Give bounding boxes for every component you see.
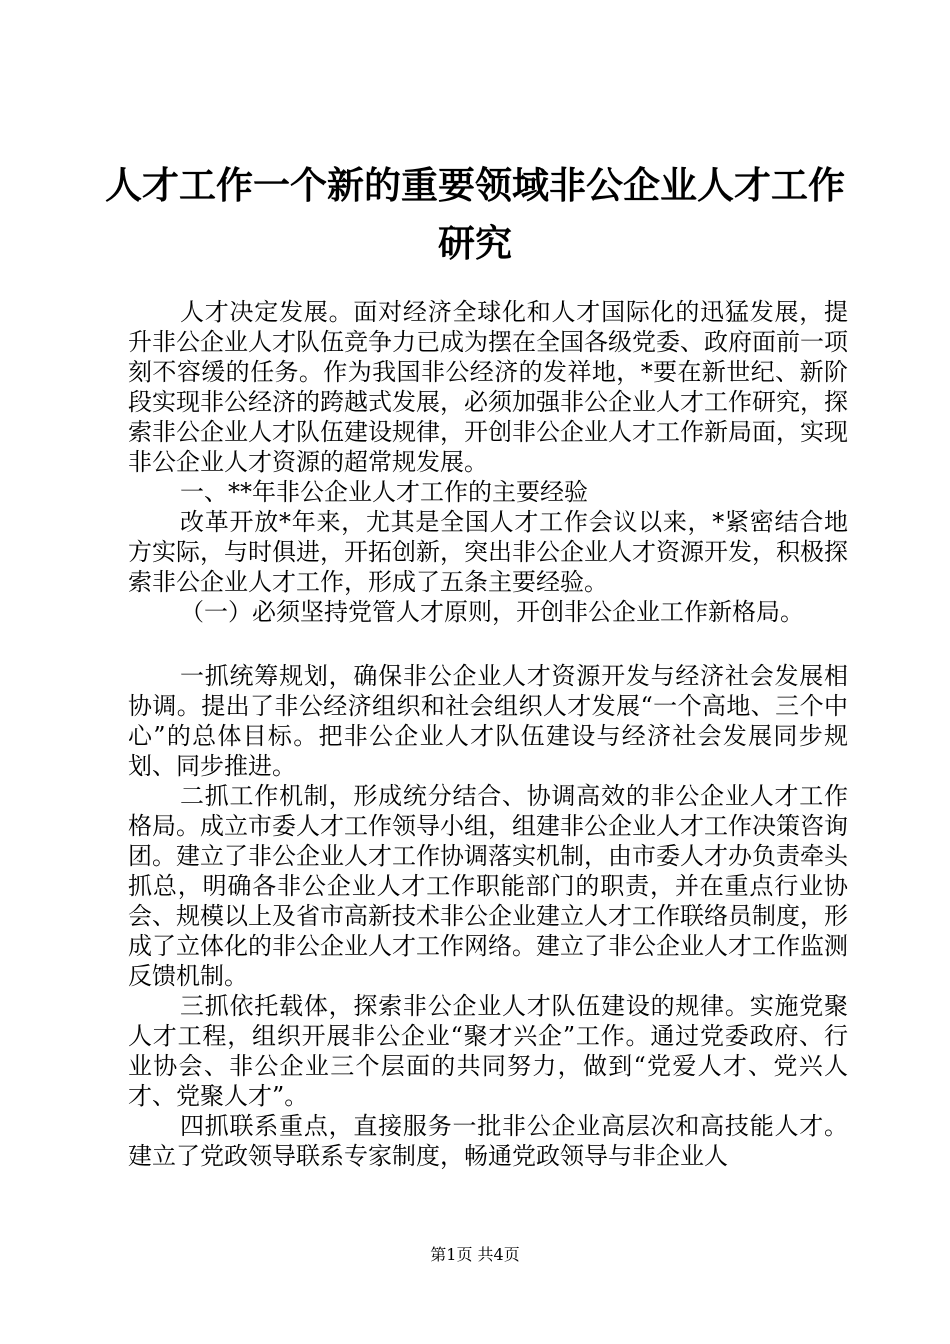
document-body: [128, 297, 848, 1171]
subsection-heading-1: （一）必须坚持党管人才原则，开创非公企业工作新格局。: [180, 598, 804, 626]
paragraph-reform: 改革开放*年来，尤其是全国人才工作会议以来，*紧密结合地方实际，与时俱进，开拓创新，突出非公企业人才资源开发，积极探索非公企业人才工作，形成了五条主要经验。: [128, 508, 848, 596]
document-title-line2: 研究: [438, 222, 512, 265]
page-footer: 第1页 共4页: [430, 1245, 520, 1264]
paragraph-mechanism: 二抓工作机制，形成统分结合、协调高效的非公企业人才工作格局。成立市委人才工作领导小组，组建非公企业人才工作决策咨询团。建立了非公企业人才工作协调落实机制，由市委人才办负责牵头抓总，明确各非公企业人才工作职能部门的职责，并在重点行业协会、规模以上及省市高新技术非公企业建立人才工作联络员制度，形成了立体化的非公企业人才工作网络。建立了非公企业人才工作监测反馈机制。: [128, 782, 848, 990]
paragraph-planning: 一抓统筹规划，确保非公企业人才资源开发与经济社会发展相协调。提出了非公经济组织和社会组织人才发展“一个高地、三个中心”的总体目标。把非公企业人才队伍建设与经济社会发展同步规划、同步推进。: [128, 662, 848, 780]
document-title-line1: 人才工作一个新的重要领域非公企业人才工作: [105, 164, 845, 207]
paragraph-contact: 四抓联系重点，直接服务一批非公企业高层次和高技能人才。建立了党政领导联系专家制度，畅通党政领导与非企业人: [128, 1112, 848, 1170]
section-heading-1: 一、**年非公企业人才工作的主要经验: [180, 478, 588, 506]
paragraph-carrier: 三抓依托载体，探索非公企业人才队伍建设的规律。实施党聚人才工程，组织开展非公企业“聚才兴企”工作。通过党委政府、行业协会、非公企业三个层面的共同努力，做到“党爱人才、党兴人才、党聚人才”。: [128, 992, 848, 1110]
paragraph-intro: 人才决定发展。面对经济全球化和人才国际化的迅猛发展，提升非公企业人才队伍竞争力已成为摆在全国各级党委、政府面前一项刻不容缓的任务。作为我国非公经济的发祥地，*要在新世纪、新阶段实现非公经济的跨越式发展，必须加强非公企业人才工作研究，探索非公企业人才队伍建设规律，开创非公企业人才工作新局面，实现非公企业人才资源的超常规发展。: [128, 298, 848, 476]
